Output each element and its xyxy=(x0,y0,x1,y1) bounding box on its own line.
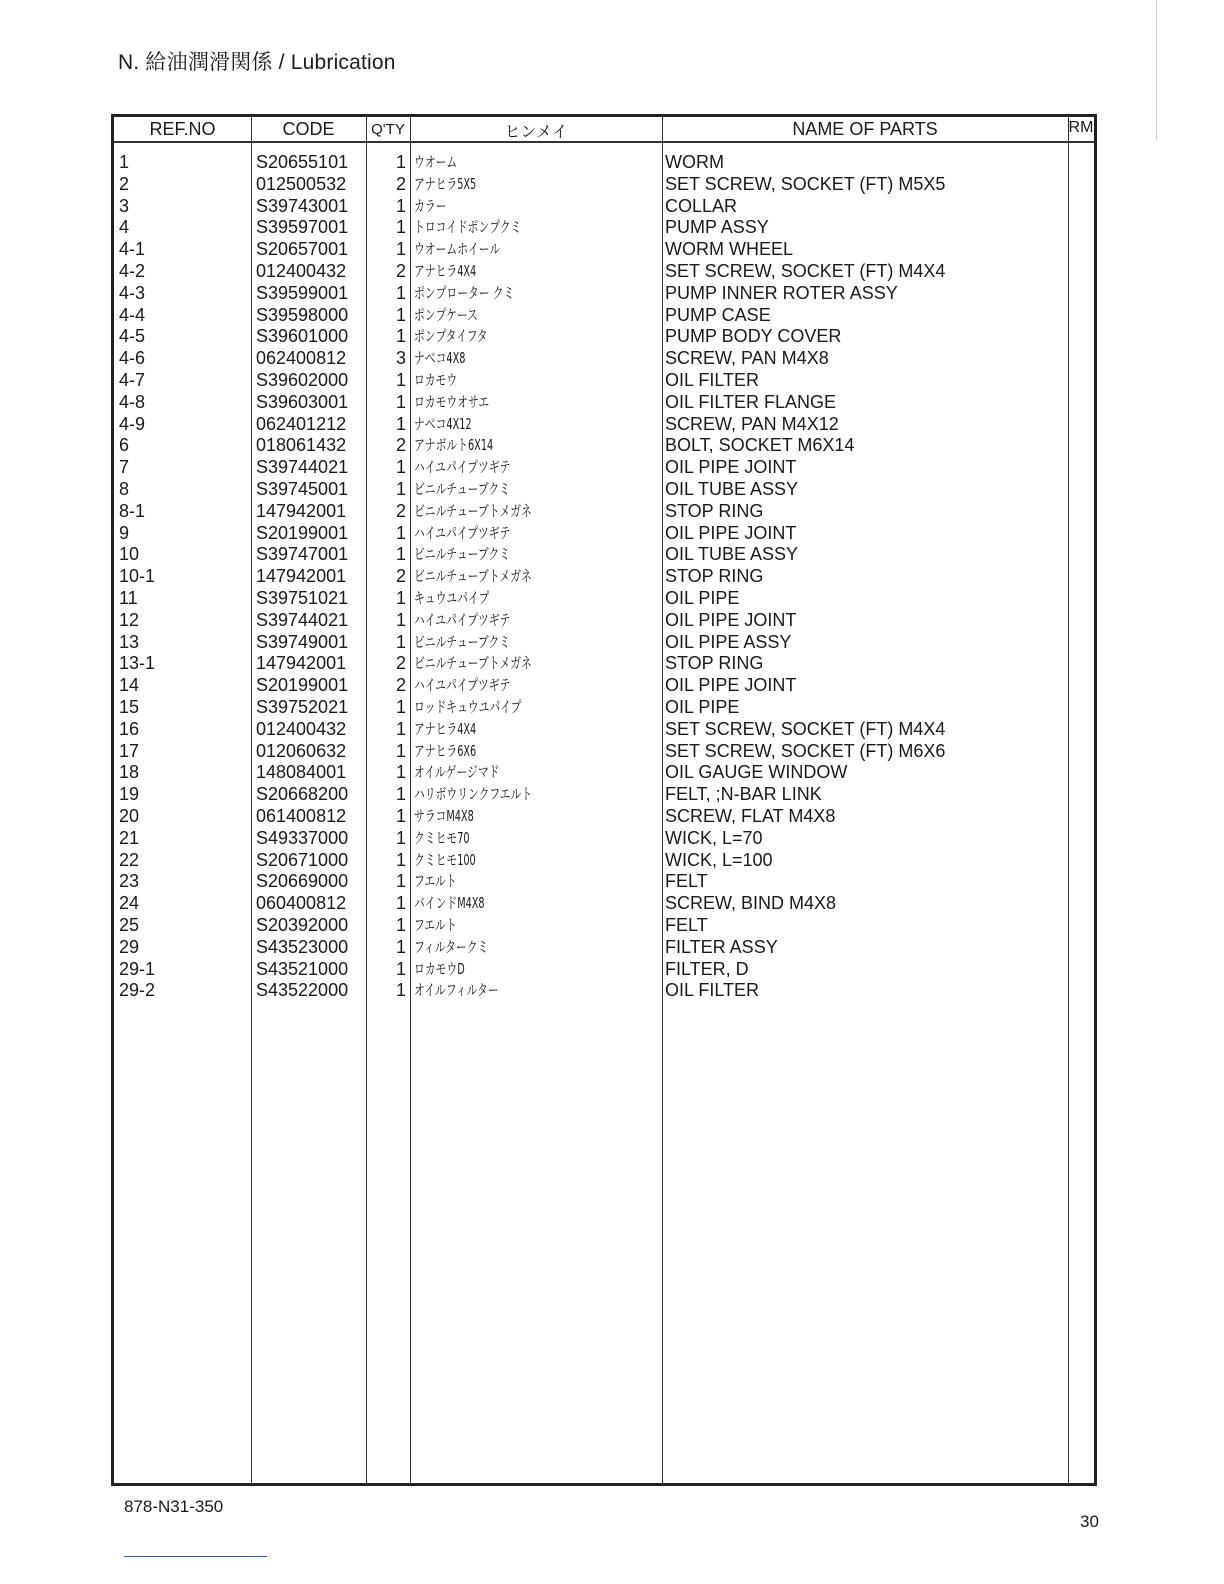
ref-no-cell: 11 xyxy=(119,588,138,608)
ref-no-cell: 19 xyxy=(119,784,140,805)
table-row xyxy=(114,609,1094,631)
table-row xyxy=(114,827,1094,849)
qty-cell: 1 xyxy=(395,391,406,412)
qty-cell: 1 xyxy=(395,239,406,260)
kana-name-cell: オイルフィルター xyxy=(414,981,499,1000)
part-name-cell: OIL FILTER FLANGE xyxy=(665,391,837,412)
qty-cell: 3 xyxy=(395,348,406,369)
code-cell: 060400812 xyxy=(256,893,347,914)
header-kana: ヒンメイ xyxy=(504,124,568,141)
margin-rule xyxy=(1156,0,1157,140)
table-row xyxy=(114,325,1094,347)
code-cell: 147942001 xyxy=(256,566,347,587)
qty-cell: 2 xyxy=(395,500,406,521)
code-cell: S20668200 xyxy=(256,784,349,805)
code-cell: S49337000 xyxy=(256,827,349,848)
header-code: CODE xyxy=(282,119,335,139)
part-name-cell: PUMP INNER ROTER ASSY xyxy=(665,282,898,303)
table-row xyxy=(114,151,1094,173)
kana-name-cell: ロカモウ xyxy=(414,371,458,389)
part-name-cell: OIL GAUGE WINDOW xyxy=(665,762,848,783)
ref-no-cell: 8 xyxy=(119,479,130,499)
ref-no-cell: 4-2 xyxy=(119,261,146,281)
header-name: NAME OF PARTS xyxy=(792,119,938,139)
part-name-cell: WICK, L=70 xyxy=(665,827,763,848)
code-cell: S43521000 xyxy=(256,958,349,979)
header-ref-no: REF.NO xyxy=(149,119,216,139)
code-cell: 012500532 xyxy=(256,173,347,194)
kana-name-cell: カラー xyxy=(414,196,447,215)
qty-cell: 1 xyxy=(395,958,406,979)
part-name-cell: FILTER, D xyxy=(665,958,749,979)
qty-cell: 1 xyxy=(395,915,406,935)
table-row xyxy=(114,543,1094,565)
header-qty: Q'TY xyxy=(371,121,405,138)
code-cell: S39747001 xyxy=(256,544,349,565)
footer-link-line xyxy=(124,1556,267,1557)
table-row xyxy=(114,216,1094,238)
qty-cell: 1 xyxy=(395,326,406,347)
qty-cell: 1 xyxy=(395,718,406,739)
kana-name-cell: フィルタークミ xyxy=(414,937,489,956)
part-name-cell: STOP RING xyxy=(665,500,764,521)
code-cell: S39744021 xyxy=(256,609,349,630)
code-cell: S20669000 xyxy=(256,871,349,892)
ref-no-cell: 29 xyxy=(119,936,140,957)
part-name-cell: SET SCREW, SOCKET (FT) M4X4 xyxy=(665,718,946,739)
kana-name-cell: フエルト xyxy=(414,916,457,934)
code-cell: S20199001 xyxy=(256,522,349,543)
part-name-cell: OIL PIPE xyxy=(665,588,740,608)
kana-name-cell: ハイユパイプツギテ xyxy=(414,523,511,542)
ref-no-cell: 29-2 xyxy=(119,980,156,1001)
code-cell: 147942001 xyxy=(256,653,347,674)
qty-cell: 1 xyxy=(395,893,406,914)
kana-name-cell: フエルト xyxy=(414,872,457,891)
ref-no-cell: 9 xyxy=(119,522,130,543)
part-name-cell: OIL PIPE JOINT xyxy=(665,457,797,478)
part-name-cell: PUMP CASE xyxy=(665,304,771,325)
qty-cell: 1 xyxy=(395,871,406,892)
kana-name-cell: ロカモウD xyxy=(414,959,465,978)
document-code: 878-N31-350 xyxy=(124,1497,224,1516)
ref-no-cell: 3 xyxy=(119,195,130,216)
kana-name-cell: ビニルチューブトメガネ xyxy=(414,567,532,586)
code-cell: 147942001 xyxy=(256,500,347,521)
ref-no-cell: 8-1 xyxy=(119,500,146,521)
part-name-cell: OIL TUBE ASSY xyxy=(665,544,799,565)
kana-name-cell: ビニルチューブトメガネ xyxy=(414,501,532,520)
page-number: 30 xyxy=(1080,1512,1099,1531)
part-name-cell: SET SCREW, SOCKET (FT) M4X4 xyxy=(665,261,946,281)
table-row xyxy=(114,478,1094,500)
code-cell: S20392000 xyxy=(256,915,349,935)
qty-cell: 1 xyxy=(395,217,406,238)
code-cell: S39601000 xyxy=(256,326,349,347)
code-cell: S43523000 xyxy=(256,936,349,957)
qty-cell: 1 xyxy=(395,980,406,1001)
part-name-cell: SCREW, PAN M4X8 xyxy=(665,348,829,369)
ref-no-cell: 21 xyxy=(119,827,140,848)
kana-name-cell: クミヒモ70 xyxy=(414,828,470,847)
page-title: N. 給油潤滑関係 / Lubrication xyxy=(118,51,396,74)
ref-no-cell: 22 xyxy=(119,849,140,870)
qty-cell: 1 xyxy=(395,304,406,325)
ref-no-cell: 29-1 xyxy=(119,958,156,979)
table-row xyxy=(114,369,1094,391)
table-row xyxy=(114,238,1094,260)
ref-no-cell: 4-6 xyxy=(119,348,146,369)
qty-cell: 1 xyxy=(395,544,406,565)
code-cell: S39752021 xyxy=(256,697,349,717)
kana-name-cell: ハイユパイプツギテ xyxy=(414,610,511,629)
code-cell: 062401212 xyxy=(256,413,347,434)
table-row xyxy=(114,914,1094,936)
table-row xyxy=(114,587,1094,609)
qty-cell: 1 xyxy=(395,588,406,608)
part-name-cell: SCREW, BIND M4X8 xyxy=(665,893,837,914)
code-cell: S39597001 xyxy=(256,217,349,238)
qty-cell: 1 xyxy=(395,762,406,783)
qty-cell: 2 xyxy=(395,261,406,281)
table-row xyxy=(114,391,1094,413)
ref-no-cell: 16 xyxy=(119,718,140,739)
ref-no-cell: 17 xyxy=(119,740,140,761)
table-row xyxy=(114,805,1094,827)
ref-no-cell: 4-1 xyxy=(119,239,146,260)
table-row xyxy=(114,979,1094,1001)
ref-no-cell: 7 xyxy=(119,457,130,478)
code-cell: 012400432 xyxy=(256,718,347,739)
kana-name-cell: ロッドキュウユパイプ xyxy=(414,698,522,716)
ref-no-cell: 23 xyxy=(119,871,140,892)
code-cell: S39603001 xyxy=(256,391,349,412)
table-row xyxy=(114,434,1094,456)
table-row xyxy=(114,696,1094,718)
table-row xyxy=(114,413,1094,435)
table-row xyxy=(114,936,1094,958)
ref-no-cell: 15 xyxy=(119,697,140,717)
part-name-cell: OIL PIPE xyxy=(665,697,740,717)
part-name-cell: COLLAR xyxy=(665,195,738,216)
part-name-cell: OIL PIPE JOINT xyxy=(665,609,797,630)
table-row xyxy=(114,173,1094,195)
qty-cell: 1 xyxy=(395,936,406,957)
code-cell: 012060632 xyxy=(256,740,347,761)
part-name-cell: SCREW, PAN M4X12 xyxy=(665,413,839,434)
qty-cell: 1 xyxy=(395,806,406,826)
qty-cell: 1 xyxy=(395,195,406,216)
kana-name-cell: サラコM4X8 xyxy=(414,807,474,825)
kana-name-cell: ハイユパイプツギテ xyxy=(414,676,511,695)
code-cell: S39602000 xyxy=(256,370,349,390)
kana-name-cell: ビニルチューブクミ xyxy=(414,632,511,651)
ref-no-cell: 4-8 xyxy=(119,391,146,412)
part-name-cell: FELT xyxy=(665,915,708,935)
kana-name-cell: ハリボウリンクフエルト xyxy=(414,785,533,804)
part-name-cell: OIL PIPE JOINT xyxy=(665,522,797,543)
table-row xyxy=(114,565,1094,587)
code-cell: S39749001 xyxy=(256,631,349,652)
qty-cell: 1 xyxy=(395,282,406,303)
kana-name-cell: アナボルト6X14 xyxy=(414,436,494,455)
qty-cell: 1 xyxy=(395,479,406,499)
code-cell: S39745001 xyxy=(256,479,349,499)
code-cell: S39743001 xyxy=(256,195,349,216)
part-name-cell: OIL TUBE ASSY xyxy=(665,479,799,499)
ref-no-cell: 13-1 xyxy=(119,653,156,674)
table-row xyxy=(114,674,1094,696)
qty-cell: 2 xyxy=(395,173,406,194)
ref-no-cell: 20 xyxy=(119,806,140,826)
table-row xyxy=(114,652,1094,674)
ref-no-cell: 6 xyxy=(119,435,130,456)
qty-cell: 1 xyxy=(395,152,406,172)
ref-no-cell: 14 xyxy=(119,675,140,696)
qty-cell: 2 xyxy=(395,653,406,674)
qty-cell: 1 xyxy=(395,413,406,434)
kana-name-cell: ポンプローター クミ xyxy=(414,283,515,302)
code-cell: S39751021 xyxy=(256,588,349,608)
code-cell: S39744021 xyxy=(256,457,349,478)
ref-no-cell: 24 xyxy=(119,893,140,914)
ref-no-cell: 12 xyxy=(119,609,140,630)
ref-no-cell: 25 xyxy=(119,915,140,935)
qty-cell: 1 xyxy=(395,784,406,805)
qty-cell: 1 xyxy=(395,827,406,848)
kana-name-cell: ナベコ4X12 xyxy=(414,414,472,433)
qty-cell: 1 xyxy=(395,697,406,717)
code-cell: S20199001 xyxy=(256,675,349,696)
code-cell: S39599001 xyxy=(256,282,349,303)
ref-no-cell: 10 xyxy=(119,544,140,565)
ref-no-cell: 1 xyxy=(119,152,130,172)
table-row xyxy=(114,260,1094,282)
code-cell: S20671000 xyxy=(256,849,349,870)
ref-no-cell: 4 xyxy=(119,217,130,238)
parts-table xyxy=(111,114,1097,1486)
qty-cell: 1 xyxy=(395,849,406,870)
table-row xyxy=(114,304,1094,326)
kana-name-cell: バインドM4X8 xyxy=(414,894,485,913)
table-row xyxy=(114,282,1094,304)
qty-cell: 2 xyxy=(395,566,406,587)
qty-cell: 1 xyxy=(395,609,406,630)
part-name-cell: STOP RING xyxy=(665,653,764,674)
code-cell: S43522000 xyxy=(256,980,349,1001)
kana-name-cell: アナヒラ5X5 xyxy=(414,174,477,193)
kana-name-cell: アナヒラ6X6 xyxy=(414,741,477,760)
kana-name-cell: トロコイドポンプクミ xyxy=(414,218,522,237)
ref-no-cell: 4-4 xyxy=(119,304,146,325)
header-rm: RM xyxy=(1068,119,1094,136)
table-row xyxy=(114,761,1094,783)
qty-cell: 1 xyxy=(395,631,406,652)
part-name-cell: FILTER ASSY xyxy=(665,936,778,957)
qty-cell: 2 xyxy=(395,675,406,696)
code-cell: 018061432 xyxy=(256,435,347,456)
code-cell: S20655101 xyxy=(256,152,349,172)
part-name-cell: FELT xyxy=(665,871,708,892)
kana-name-cell: ナベコ4X8 xyxy=(414,349,466,368)
kana-name-cell: ポンプケース xyxy=(414,305,478,324)
ref-no-cell: 13 xyxy=(119,631,140,652)
table-row xyxy=(114,740,1094,762)
ref-no-cell: 18 xyxy=(119,762,140,783)
ref-no-cell: 4-5 xyxy=(119,326,146,347)
table-row xyxy=(114,347,1094,369)
part-name-cell: OIL PIPE JOINT xyxy=(665,675,797,696)
kana-name-cell: ウオームホイール xyxy=(414,240,501,259)
code-cell: 148084001 xyxy=(256,762,347,783)
part-name-cell: WORM xyxy=(665,152,724,172)
ref-no-cell: 4-7 xyxy=(119,370,146,390)
ref-no-cell: 4-9 xyxy=(119,413,146,434)
kana-name-cell: アナヒラ4X4 xyxy=(414,262,477,280)
ref-no-cell: 2 xyxy=(119,173,130,194)
code-cell: 012400432 xyxy=(256,261,347,281)
code-cell: 062400812 xyxy=(256,348,347,369)
kana-name-cell: キュウユパイプ xyxy=(414,589,490,607)
part-name-cell: PUMP BODY COVER xyxy=(665,326,842,347)
part-name-cell: PUMP ASSY xyxy=(665,217,769,238)
table-row xyxy=(114,870,1094,892)
ref-no-cell: 10-1 xyxy=(119,566,156,587)
part-name-cell: FELT, ;N-BAR LINK xyxy=(665,784,822,805)
kana-name-cell: ビニルチューブトメガネ xyxy=(414,654,532,673)
table-row xyxy=(114,631,1094,653)
kana-name-cell: ビニルチューブクミ xyxy=(414,480,511,498)
table-row xyxy=(114,522,1094,544)
qty-cell: 2 xyxy=(395,435,406,456)
kana-name-cell: ロカモウオサエ xyxy=(414,392,490,411)
part-name-cell: OIL PIPE ASSY xyxy=(665,631,792,652)
kana-name-cell: ポンプタイフタ xyxy=(414,327,488,346)
kana-name-cell: ウオーム xyxy=(414,153,458,171)
table-row xyxy=(114,718,1094,740)
part-name-cell: SET SCREW, SOCKET (FT) M6X6 xyxy=(665,740,946,761)
part-name-cell: OIL FILTER xyxy=(665,370,760,390)
part-name-cell: BOLT, SOCKET M6X14 xyxy=(665,435,855,456)
kana-name-cell: アナヒラ4X4 xyxy=(414,719,477,738)
kana-name-cell: ビニルチューブクミ xyxy=(414,545,511,564)
table-row xyxy=(114,456,1094,478)
kana-name-cell: クミヒモ100 xyxy=(414,850,476,869)
part-name-cell: STOP RING xyxy=(665,566,764,587)
table-row xyxy=(114,500,1094,522)
part-name-cell: WORM WHEEL xyxy=(665,239,793,260)
part-name-cell: WICK, L=100 xyxy=(665,849,773,870)
table-row xyxy=(114,195,1094,217)
ref-no-cell: 4-3 xyxy=(119,282,146,303)
table-row xyxy=(114,958,1094,980)
part-name-cell: SCREW, FLAT M4X8 xyxy=(665,806,836,826)
code-cell: S39598000 xyxy=(256,304,349,325)
table-row xyxy=(114,892,1094,914)
code-cell: S20657001 xyxy=(256,239,349,260)
part-name-cell: OIL FILTER xyxy=(665,980,760,1001)
table-row xyxy=(114,783,1094,805)
table-row xyxy=(114,849,1094,871)
qty-cell: 1 xyxy=(395,457,406,478)
qty-cell: 1 xyxy=(395,522,406,543)
qty-cell: 1 xyxy=(395,740,406,761)
code-cell: 061400812 xyxy=(256,806,347,826)
part-name-cell: SET SCREW, SOCKET (FT) M5X5 xyxy=(665,173,946,194)
kana-name-cell: オイルゲージマド xyxy=(414,763,500,782)
qty-cell: 1 xyxy=(395,370,406,390)
kana-name-cell: ハイユパイプツギテ xyxy=(414,458,511,477)
